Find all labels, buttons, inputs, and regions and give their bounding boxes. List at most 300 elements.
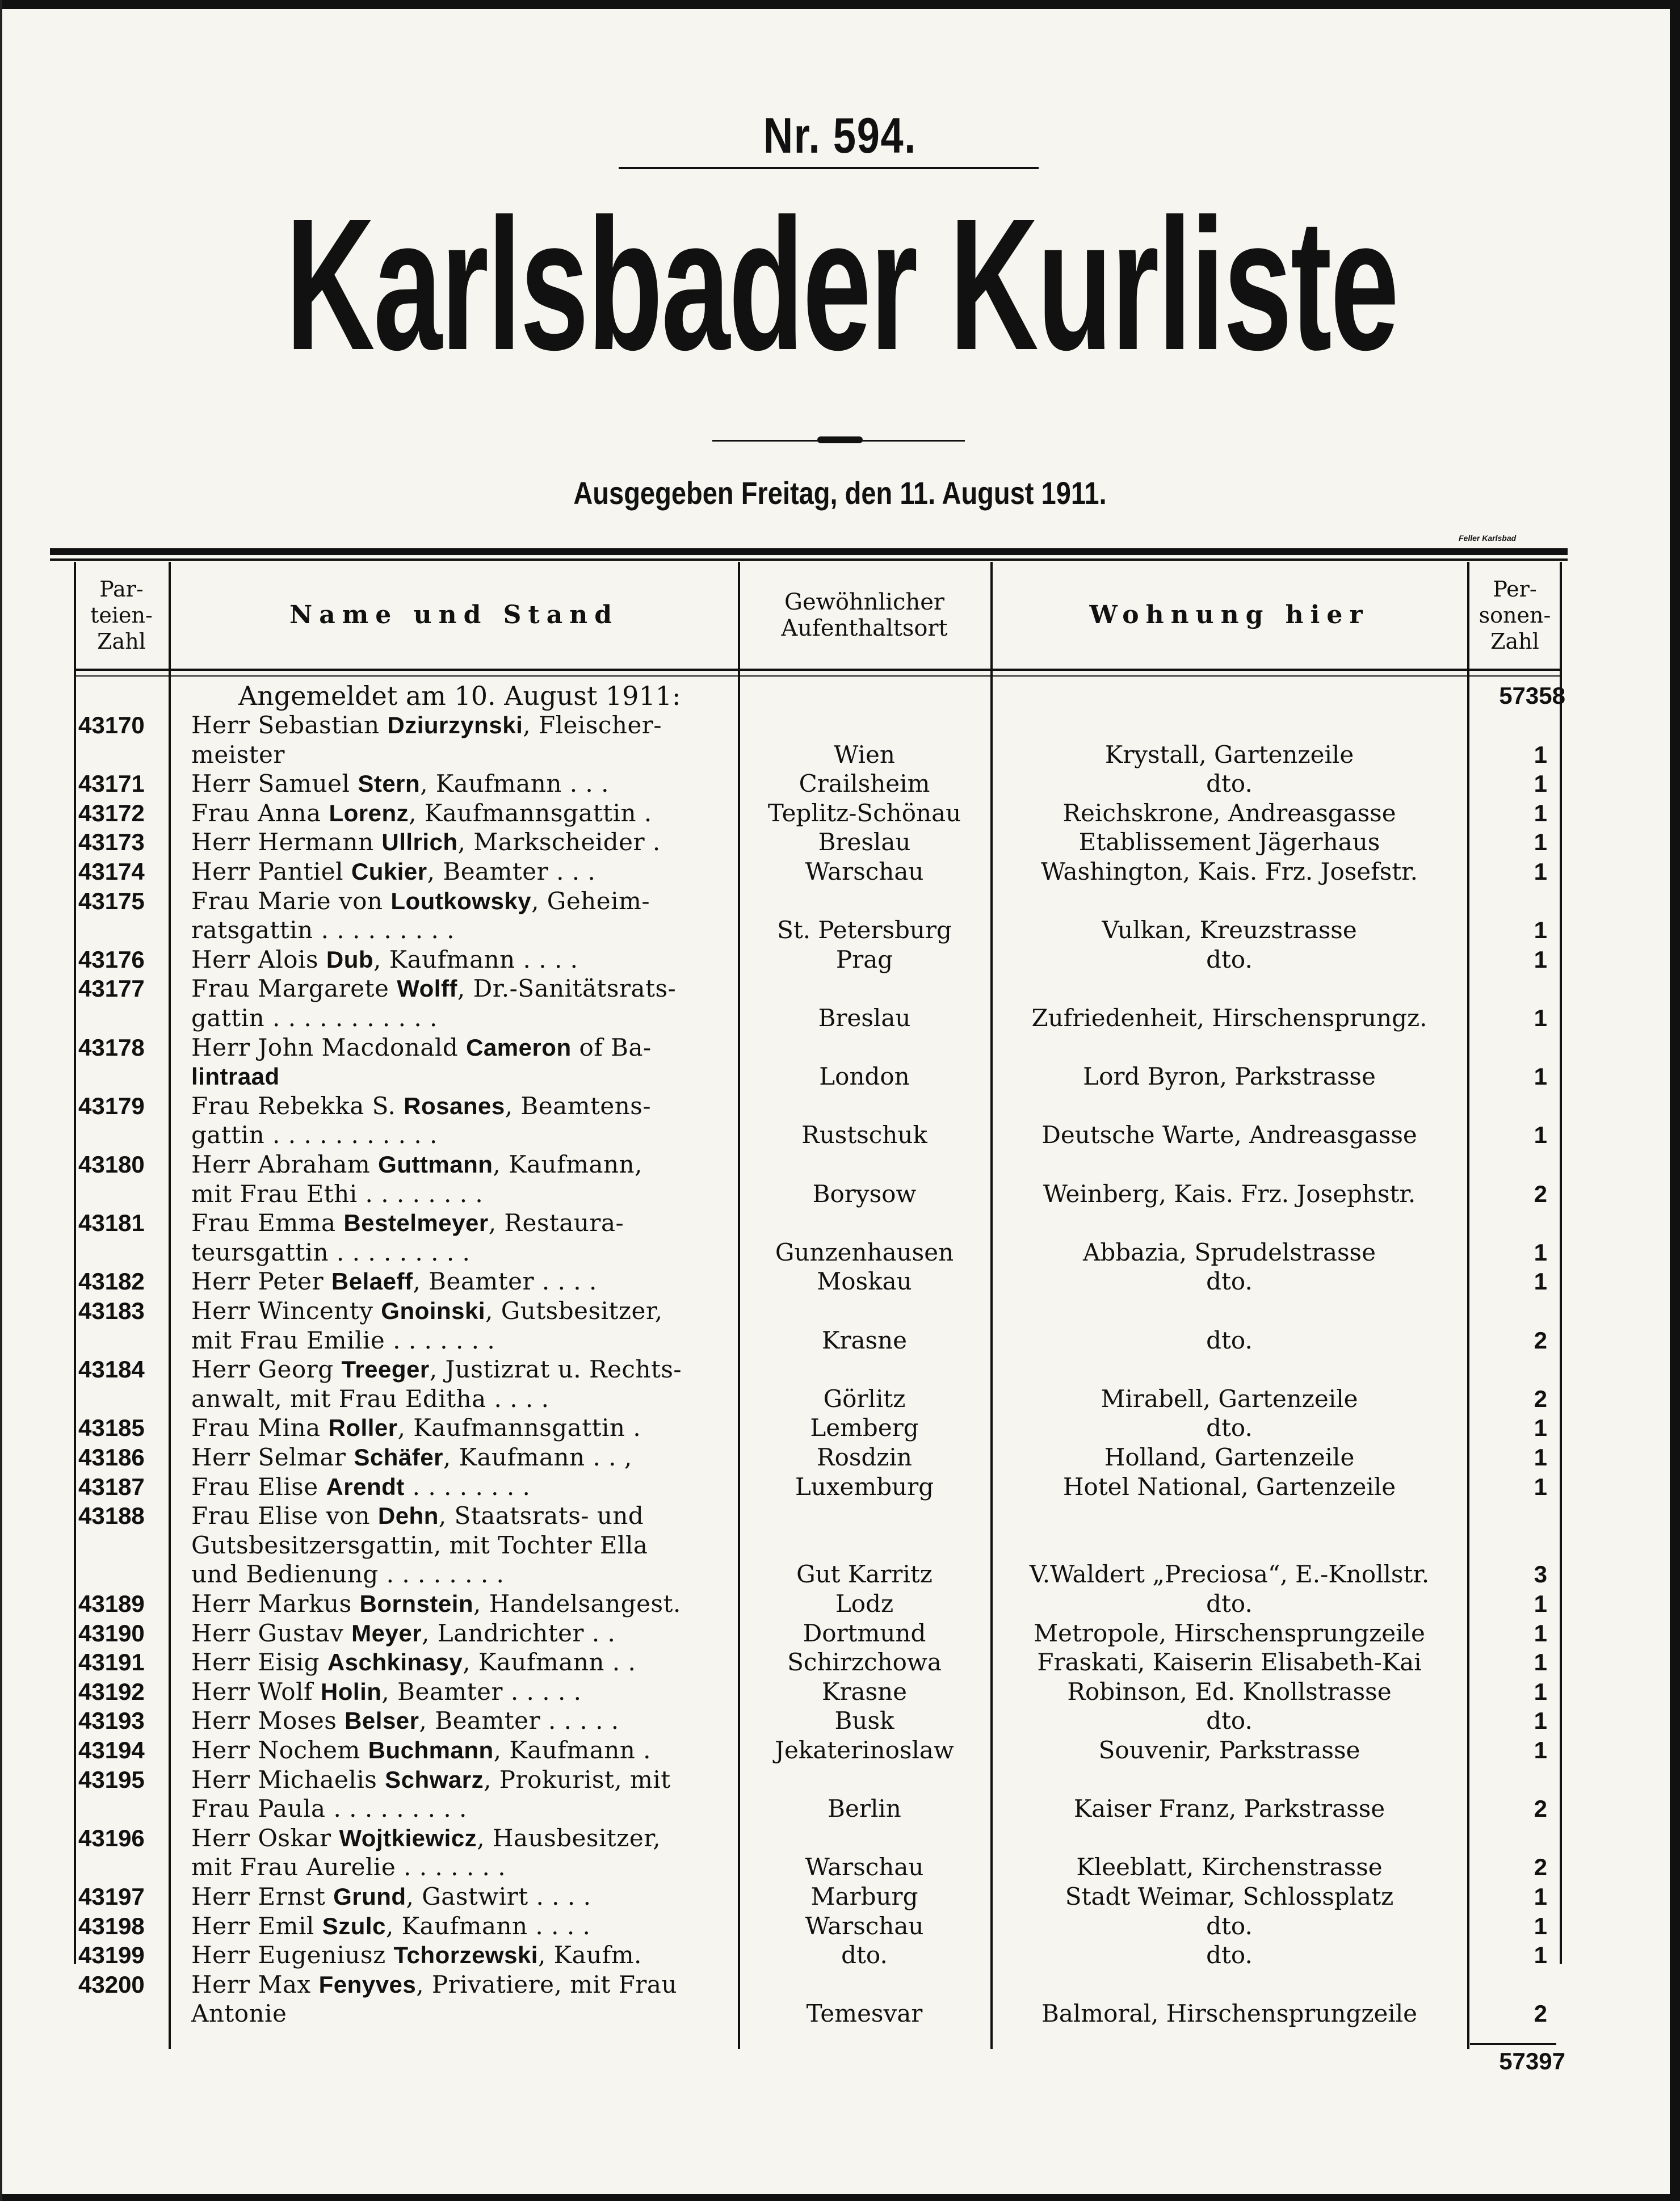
name-text: , Kaufm. <box>537 1941 642 1969</box>
name-text: , Kaufmann . . . <box>420 770 609 798</box>
origin: Borysow <box>812 1179 917 1208</box>
surname: Fenyves <box>318 1971 417 1998</box>
party-number: 43177 <box>78 975 145 1002</box>
surname: Szulc <box>322 1912 386 1939</box>
surname: Dehn <box>377 1502 439 1530</box>
guest-name-line <box>191 1062 280 1091</box>
person-count: 1 <box>1534 917 1547 944</box>
guest-name-line <box>191 1560 504 1589</box>
name-text: Herr Wincenty <box>191 1297 381 1325</box>
party-number: 43198 <box>78 1912 145 1939</box>
party-number: 43199 <box>78 1942 145 1969</box>
guest-name-line <box>191 1648 636 1677</box>
surname: Treeger <box>341 1356 430 1383</box>
residence: Robinson, Ed. Knollstrasse <box>1067 1677 1392 1706</box>
person-count: 2 <box>1534 1326 1547 1354</box>
name-text: mit Frau Emilie . . . . . . . <box>191 1326 495 1354</box>
guest-name-line <box>191 945 578 975</box>
guest-name-line <box>191 1384 549 1414</box>
surname: Gnoinski <box>381 1297 485 1324</box>
name-text: , Kaufmannsgattin . <box>397 1414 641 1442</box>
party-number: 43188 <box>78 1502 145 1530</box>
party-number: 43180 <box>78 1151 145 1178</box>
person-count: 1 <box>1534 1414 1547 1442</box>
name-text: Herr Selmar <box>191 1443 354 1471</box>
name-text: Herr Oskar <box>191 1824 339 1852</box>
name-text: Herr Hermann <box>191 828 382 856</box>
table-top-rule-thin <box>50 558 1568 561</box>
guest-name-line <box>191 1912 590 1941</box>
guest-name-line <box>191 1238 470 1267</box>
surname: Dub <box>326 946 374 973</box>
origin: Teplitz-Schönau <box>767 799 961 827</box>
guest-name-line <box>191 1619 615 1648</box>
party-number: 43183 <box>78 1297 145 1324</box>
header-name: Name und Stand <box>289 600 619 629</box>
name-text: Herr John Macdonald <box>191 1033 467 1061</box>
origin: Crailsheim <box>799 770 930 798</box>
name-text: Herr Wolf <box>191 1677 321 1706</box>
residence: Metropole, Hirschensprungzeile <box>1034 1619 1425 1647</box>
name-text: gattin . . . . . . . . . . . <box>191 1121 438 1149</box>
party-number: 43191 <box>78 1649 145 1676</box>
surname: Wolff <box>397 975 457 1002</box>
guest-name-line <box>191 1706 619 1736</box>
name-text: Frau Emma <box>191 1209 344 1237</box>
residence: Etablissement Jägerhaus <box>1078 828 1380 856</box>
person-count: 2 <box>1534 1854 1547 1881</box>
name-text: , Kaufmann . . <box>463 1648 636 1677</box>
surname: Dziurzynski <box>387 712 523 738</box>
guest-name-line <box>191 1824 661 1853</box>
name-text: , Hausbesitzer, <box>477 1824 661 1852</box>
person-count: 1 <box>1534 1444 1547 1471</box>
person-count: 2 <box>1534 1795 1547 1822</box>
name-text: Herr Sebastian <box>191 711 388 739</box>
residence: Mirabell, Gartenzeile <box>1101 1384 1358 1413</box>
guest-name-line <box>191 1999 287 2028</box>
dateline: Ausgegeben Freitag, den 11. August 1911. <box>573 475 1107 511</box>
party-number: 43196 <box>78 1824 145 1851</box>
name-text: Frau Paula . . . . . . . . . <box>191 1795 467 1823</box>
party-number: 43197 <box>78 1883 145 1910</box>
total-after: 57397 <box>1499 2048 1565 2074</box>
guest-name-line <box>191 1150 642 1179</box>
surname: Meyer <box>351 1619 422 1646</box>
origin: St. Petersburg <box>777 916 952 944</box>
origin: Wien <box>834 740 895 768</box>
name-text: Frau Mina <box>191 1414 329 1442</box>
origin: Breslau <box>818 1004 911 1032</box>
name-text: Frau Rebekka S. <box>191 1091 404 1120</box>
origin: Görlitz <box>823 1384 906 1413</box>
party-number: 43175 <box>78 887 145 914</box>
residence: Deutsche Warte, Andreasgasse <box>1041 1121 1417 1149</box>
residence: Washington, Kais. Frz. Josefstr. <box>1041 858 1418 885</box>
person-count: 1 <box>1534 1121 1547 1149</box>
name-text: , Gutsbesitzer, <box>485 1297 663 1325</box>
origin: Warschau <box>805 1912 924 1940</box>
name-text: Herr Markus <box>191 1590 360 1618</box>
scan-border-bottom <box>0 2194 1680 2201</box>
surname: Buchmann <box>368 1737 494 1763</box>
origin: Gunzenhausen <box>775 1238 954 1266</box>
guest-name-line <box>191 1033 652 1062</box>
name-text: , Kaufmann, <box>493 1150 642 1178</box>
column-divider <box>169 562 171 2049</box>
section-heading: Angemeldet am 10. August 1911: <box>238 681 681 711</box>
name-text: Herr Alois <box>191 945 326 973</box>
party-number: 43190 <box>78 1619 145 1646</box>
surname: Stern <box>358 770 421 797</box>
guest-name-line <box>191 1970 677 2000</box>
person-count: 1 <box>1534 1883 1547 1910</box>
surname: Tchorzewski <box>393 1942 538 1969</box>
origin: Berlin <box>828 1795 901 1823</box>
surname: Belaeff <box>331 1268 413 1295</box>
name-text: , Handelsangest. <box>473 1590 681 1618</box>
origin: Moskau <box>817 1267 912 1296</box>
person-count: 2 <box>1534 1180 1547 1207</box>
residence: dto. <box>1206 1941 1253 1969</box>
residence: dto. <box>1206 1267 1253 1296</box>
residence: Reichskrone, Andreasgasse <box>1062 799 1396 827</box>
guest-name-line <box>191 1794 467 1824</box>
surname: Holin <box>320 1678 382 1705</box>
name-text: , Prokurist, mit <box>484 1765 671 1793</box>
surname: Wojtkiewicz <box>339 1824 477 1851</box>
header-bottom-rule <box>75 669 1562 671</box>
column-divider <box>1560 562 1562 1964</box>
guest-name-line <box>191 769 609 799</box>
person-count: 1 <box>1534 1912 1547 1939</box>
person-count: 1 <box>1534 1707 1547 1734</box>
name-text: Frau Margarete <box>191 975 397 1003</box>
guest-name-line <box>191 1355 682 1384</box>
surname: lintraad <box>191 1063 280 1090</box>
party-number: 43194 <box>78 1737 145 1763</box>
residence: dto. <box>1206 1707 1253 1735</box>
name-text: Herr Eugeniusz <box>191 1941 394 1969</box>
residence: dto. <box>1206 770 1253 798</box>
name-text: Herr Gustav <box>191 1619 352 1647</box>
masthead-ornament <box>817 436 863 443</box>
person-count: 1 <box>1534 1238 1547 1266</box>
name-text: , Fleischer- <box>523 711 662 739</box>
guest-name-line <box>191 1882 591 1912</box>
surname: Ullrich <box>381 829 458 856</box>
residence: Souvenir, Parkstrasse <box>1098 1736 1360 1764</box>
surname: Loutkowsky <box>390 887 532 914</box>
guest-name-line <box>191 1120 438 1150</box>
name-text: gattin . . . . . . . . . . . <box>191 1004 438 1032</box>
party-number: 43189 <box>78 1590 145 1617</box>
origin: Rosdzin <box>817 1443 912 1471</box>
name-text: und Bedienung . . . . . . . . <box>191 1560 505 1589</box>
person-count: 3 <box>1534 1561 1547 1588</box>
name-text: Herr Peter <box>191 1267 331 1296</box>
guest-name-line <box>191 1179 483 1209</box>
scan-border-top <box>0 0 1680 9</box>
origin: Warschau <box>805 1853 924 1881</box>
person-count: 1 <box>1534 741 1547 768</box>
surname: Belser <box>345 1707 419 1734</box>
name-text: , Staatsrats- und <box>438 1502 644 1530</box>
residence: dto. <box>1206 945 1253 973</box>
name-text: mit Frau Ethi . . . . . . . . <box>191 1179 484 1208</box>
origin: Prag <box>835 945 893 973</box>
residence: Balmoral, Hirschensprungzeile <box>1041 2000 1418 2028</box>
guest-name-line <box>191 857 595 887</box>
name-text: Frau Anna <box>191 799 329 827</box>
residence: Weinberg, Kais. Frz. Josephstr. <box>1043 1179 1416 1208</box>
party-number: 43178 <box>78 1034 145 1061</box>
origin: London <box>819 1062 910 1091</box>
origin: Marburg <box>810 1883 918 1910</box>
party-number: 43176 <box>78 946 145 973</box>
residence: Kaiser Franz, Parkstrasse <box>1073 1795 1385 1823</box>
issue-rule <box>619 167 1039 169</box>
guest-name-line <box>191 1296 663 1326</box>
party-number: 43174 <box>78 858 145 885</box>
scan-border-left <box>0 0 2 2201</box>
name-text: , Beamter . . . . . <box>381 1677 582 1706</box>
name-text: , Landrichter . . <box>422 1619 616 1647</box>
party-number: 43182 <box>78 1268 145 1295</box>
person-count: 1 <box>1534 799 1547 826</box>
surname: Schäfer <box>354 1444 443 1471</box>
party-number: 43195 <box>78 1766 145 1793</box>
person-count: 1 <box>1534 1590 1547 1617</box>
guest-name-line <box>191 1736 651 1765</box>
surname: Lorenz <box>329 799 409 826</box>
residence: Holland, Gartenzeile <box>1104 1443 1355 1471</box>
origin: Warschau <box>805 858 924 885</box>
name-text: , Markscheider . <box>457 828 661 856</box>
party-number: 43200 <box>78 1971 145 1998</box>
surname: Roller <box>328 1414 398 1442</box>
person-count: 1 <box>1534 946 1547 973</box>
person-count: 1 <box>1534 770 1547 797</box>
surname: Bornstein <box>359 1590 474 1617</box>
name-text: , Restaura- <box>488 1209 624 1237</box>
name-text: Herr Ernst <box>191 1883 334 1910</box>
name-text: Herr Pantiel <box>191 858 351 885</box>
surname: Bestelmeyer <box>343 1209 489 1237</box>
party-number: 43192 <box>78 1678 145 1705</box>
header-bottom-rule-thin <box>75 675 1562 677</box>
name-text: Frau Elise <box>191 1472 326 1501</box>
name-text: Frau Elise von <box>191 1502 378 1530</box>
origin: Luxemburg <box>795 1472 934 1501</box>
guest-name-line <box>191 1501 644 1531</box>
residence: Zufriedenheit, Hirschensprungz. <box>1031 1004 1427 1032</box>
surname: Cukier <box>351 858 427 885</box>
party-number: 43184 <box>78 1356 145 1383</box>
name-text: , Privatiere, mit Frau <box>416 1970 678 1998</box>
name-text: Antonie <box>191 2000 287 2028</box>
column-divider <box>1467 562 1469 2049</box>
party-number: 43171 <box>78 770 145 797</box>
residence: dto. <box>1206 1912 1253 1940</box>
residence: Fraskati, Kaiserin Elisabeth-Kai <box>1037 1648 1422 1677</box>
name-text: , Beamter . . . . <box>413 1267 597 1296</box>
surname: Arendt <box>326 1473 405 1500</box>
name-text: , Geheim- <box>531 887 650 915</box>
header-residence: Wohnung hier <box>1089 600 1370 629</box>
name-text: Herr Michaelis <box>191 1765 385 1793</box>
origin: Busk <box>834 1707 894 1735</box>
guest-name-line <box>191 711 662 740</box>
name-text: Herr Georg <box>191 1355 342 1384</box>
name-text: , Dr.-Sanitätsrats- <box>457 975 677 1003</box>
origin: Gut Karritz <box>796 1560 933 1589</box>
person-count: 1 <box>1534 1063 1547 1090</box>
table-top-rule <box>50 548 1568 555</box>
origin: Lemberg <box>810 1414 919 1442</box>
name-text: , Kaufmann . . . . <box>385 1912 591 1940</box>
name-text: , Beamtens- <box>505 1091 652 1120</box>
guest-name-line <box>191 1940 642 1970</box>
person-count: 1 <box>1534 1737 1547 1763</box>
name-text: , Kaufmann . . , <box>443 1443 632 1471</box>
guest-name-line <box>191 828 661 857</box>
guest-name-line <box>191 1765 671 1795</box>
person-count: 1 <box>1534 858 1547 885</box>
surname: Schwarz <box>385 1766 484 1793</box>
name-text: Herr Samuel <box>191 770 358 798</box>
origin: Breslau <box>818 828 911 856</box>
residence: dto. <box>1206 1326 1253 1354</box>
surname: Aschkinasy <box>327 1649 463 1676</box>
party-number: 43173 <box>78 829 145 856</box>
guest-name-line <box>191 1208 624 1238</box>
header-person-count: Per- sonen- Zahl <box>1479 577 1551 654</box>
guest-name-line <box>191 1589 681 1619</box>
guest-name-line <box>191 1003 438 1033</box>
name-text: Frau Marie von <box>191 887 391 915</box>
person-count: 1 <box>1534 1649 1547 1676</box>
name-text: , Gastwirt . . . . <box>406 1883 591 1910</box>
name-text: , Kaufmann . <box>493 1736 652 1764</box>
party-number: 43179 <box>78 1092 145 1119</box>
guest-name-line <box>191 887 650 916</box>
origin: Krasne <box>822 1326 907 1354</box>
origin: Schirzchowa <box>787 1648 942 1677</box>
residence: Abbazia, Sprudelstrasse <box>1083 1238 1376 1266</box>
guest-name-line <box>191 1326 495 1355</box>
person-count: 1 <box>1534 1268 1547 1295</box>
residence: Kleeblatt, Kirchenstrasse <box>1076 1853 1383 1881</box>
person-count: 1 <box>1534 1619 1547 1646</box>
party-number: 43193 <box>78 1707 145 1734</box>
name-text: . . . . . . . . <box>404 1472 531 1501</box>
issue-number: Nr. 594. <box>763 107 917 163</box>
name-text: Herr Abraham <box>191 1150 379 1178</box>
guest-name-line <box>191 1443 632 1472</box>
person-count: 2 <box>1534 1385 1547 1412</box>
name-text: anwalt, mit Frau Editha . . . . <box>191 1384 549 1413</box>
residence: Vulkan, Kreuzstrasse <box>1102 916 1357 944</box>
person-count: 1 <box>1534 1678 1547 1705</box>
person-count: 1 <box>1534 1473 1547 1500</box>
name-text: Herr Nochem <box>191 1736 368 1764</box>
masthead-title: Karlsbader Kurliste <box>285 179 1398 389</box>
origin: dto. <box>841 1941 888 1969</box>
surname: Guttmann <box>378 1151 493 1178</box>
column-divider <box>74 562 76 1964</box>
origin: Jekaterinoslaw <box>775 1736 954 1764</box>
header-party-count: Par- teien- Zahl <box>90 577 153 654</box>
name-text: , Beamter . . . . . <box>419 1707 619 1735</box>
guest-name-line <box>191 1677 582 1707</box>
name-text: meister <box>191 740 285 768</box>
party-number: 43172 <box>78 799 145 826</box>
name-text: Herr Eisig <box>191 1648 327 1677</box>
person-count: 2 <box>1534 2000 1547 2027</box>
guest-name-line <box>191 1853 506 1882</box>
surname: Grund <box>333 1883 406 1910</box>
residence: V.Waldert „Preciosa“, E.-Knollstr. <box>1029 1560 1430 1589</box>
guest-name-line <box>191 1413 641 1443</box>
surname: Rosanes <box>404 1092 505 1119</box>
name-text: Herr Max <box>191 1970 319 1998</box>
residence: Stadt Weimar, Schlossplatz <box>1065 1883 1394 1910</box>
total-rule <box>1470 2043 1556 2045</box>
party-number: 43185 <box>78 1414 145 1442</box>
person-count: 1 <box>1534 829 1547 856</box>
residence: dto. <box>1206 1414 1253 1442</box>
name-text: , Kaufmannsgattin . <box>409 799 652 827</box>
header-origin: Gewöhnlicher Aufenthaltsort <box>781 589 948 641</box>
printer-mark: Feller Karlsbad <box>1459 534 1517 543</box>
name-text: Herr Emil <box>191 1912 322 1940</box>
party-number: 43170 <box>78 712 145 738</box>
origin: Dortmund <box>803 1619 926 1647</box>
residence: Lord Byron, Parkstrasse <box>1083 1062 1376 1091</box>
origin: Rustschuk <box>801 1121 927 1149</box>
party-number: 43186 <box>78 1444 145 1471</box>
name-text: mit Frau Aurelie . . . . . . . <box>191 1853 506 1881</box>
surname: Cameron <box>466 1034 572 1061</box>
party-number: 43187 <box>78 1473 145 1500</box>
name-text: ratsgattin . . . . . . . . . <box>191 916 455 944</box>
name-text: , Kaufmann . . . . <box>373 945 578 973</box>
guest-name-line <box>191 740 285 770</box>
origin: Temesvar <box>806 2000 923 2028</box>
party-number: 43181 <box>78 1209 145 1237</box>
guest-name-line <box>191 1472 530 1502</box>
name-text: Herr Moses <box>191 1707 345 1735</box>
name-text: of Ba- <box>571 1033 652 1061</box>
guest-name-line <box>191 974 676 1003</box>
name-text: , Justizrat u. Rechts- <box>429 1355 682 1384</box>
guest-name-line <box>191 1091 651 1121</box>
person-count: 1 <box>1534 1005 1547 1031</box>
scan-border-right <box>1670 0 1680 2201</box>
origin: Krasne <box>822 1677 907 1706</box>
origin: Lodz <box>835 1590 894 1618</box>
guest-name-line <box>191 1267 597 1296</box>
name-text: , Beamter . . . <box>427 858 596 885</box>
residence: Krystall, Gartenzeile <box>1104 740 1354 768</box>
guest-name-line <box>191 1531 648 1560</box>
guest-name-line <box>191 915 455 945</box>
name-text: teursgattin . . . . . . . . . <box>191 1238 471 1266</box>
total-before: 57358 <box>1499 682 1565 709</box>
residence: Hotel National, Gartenzeile <box>1062 1472 1396 1501</box>
guest-name-line <box>191 799 652 828</box>
